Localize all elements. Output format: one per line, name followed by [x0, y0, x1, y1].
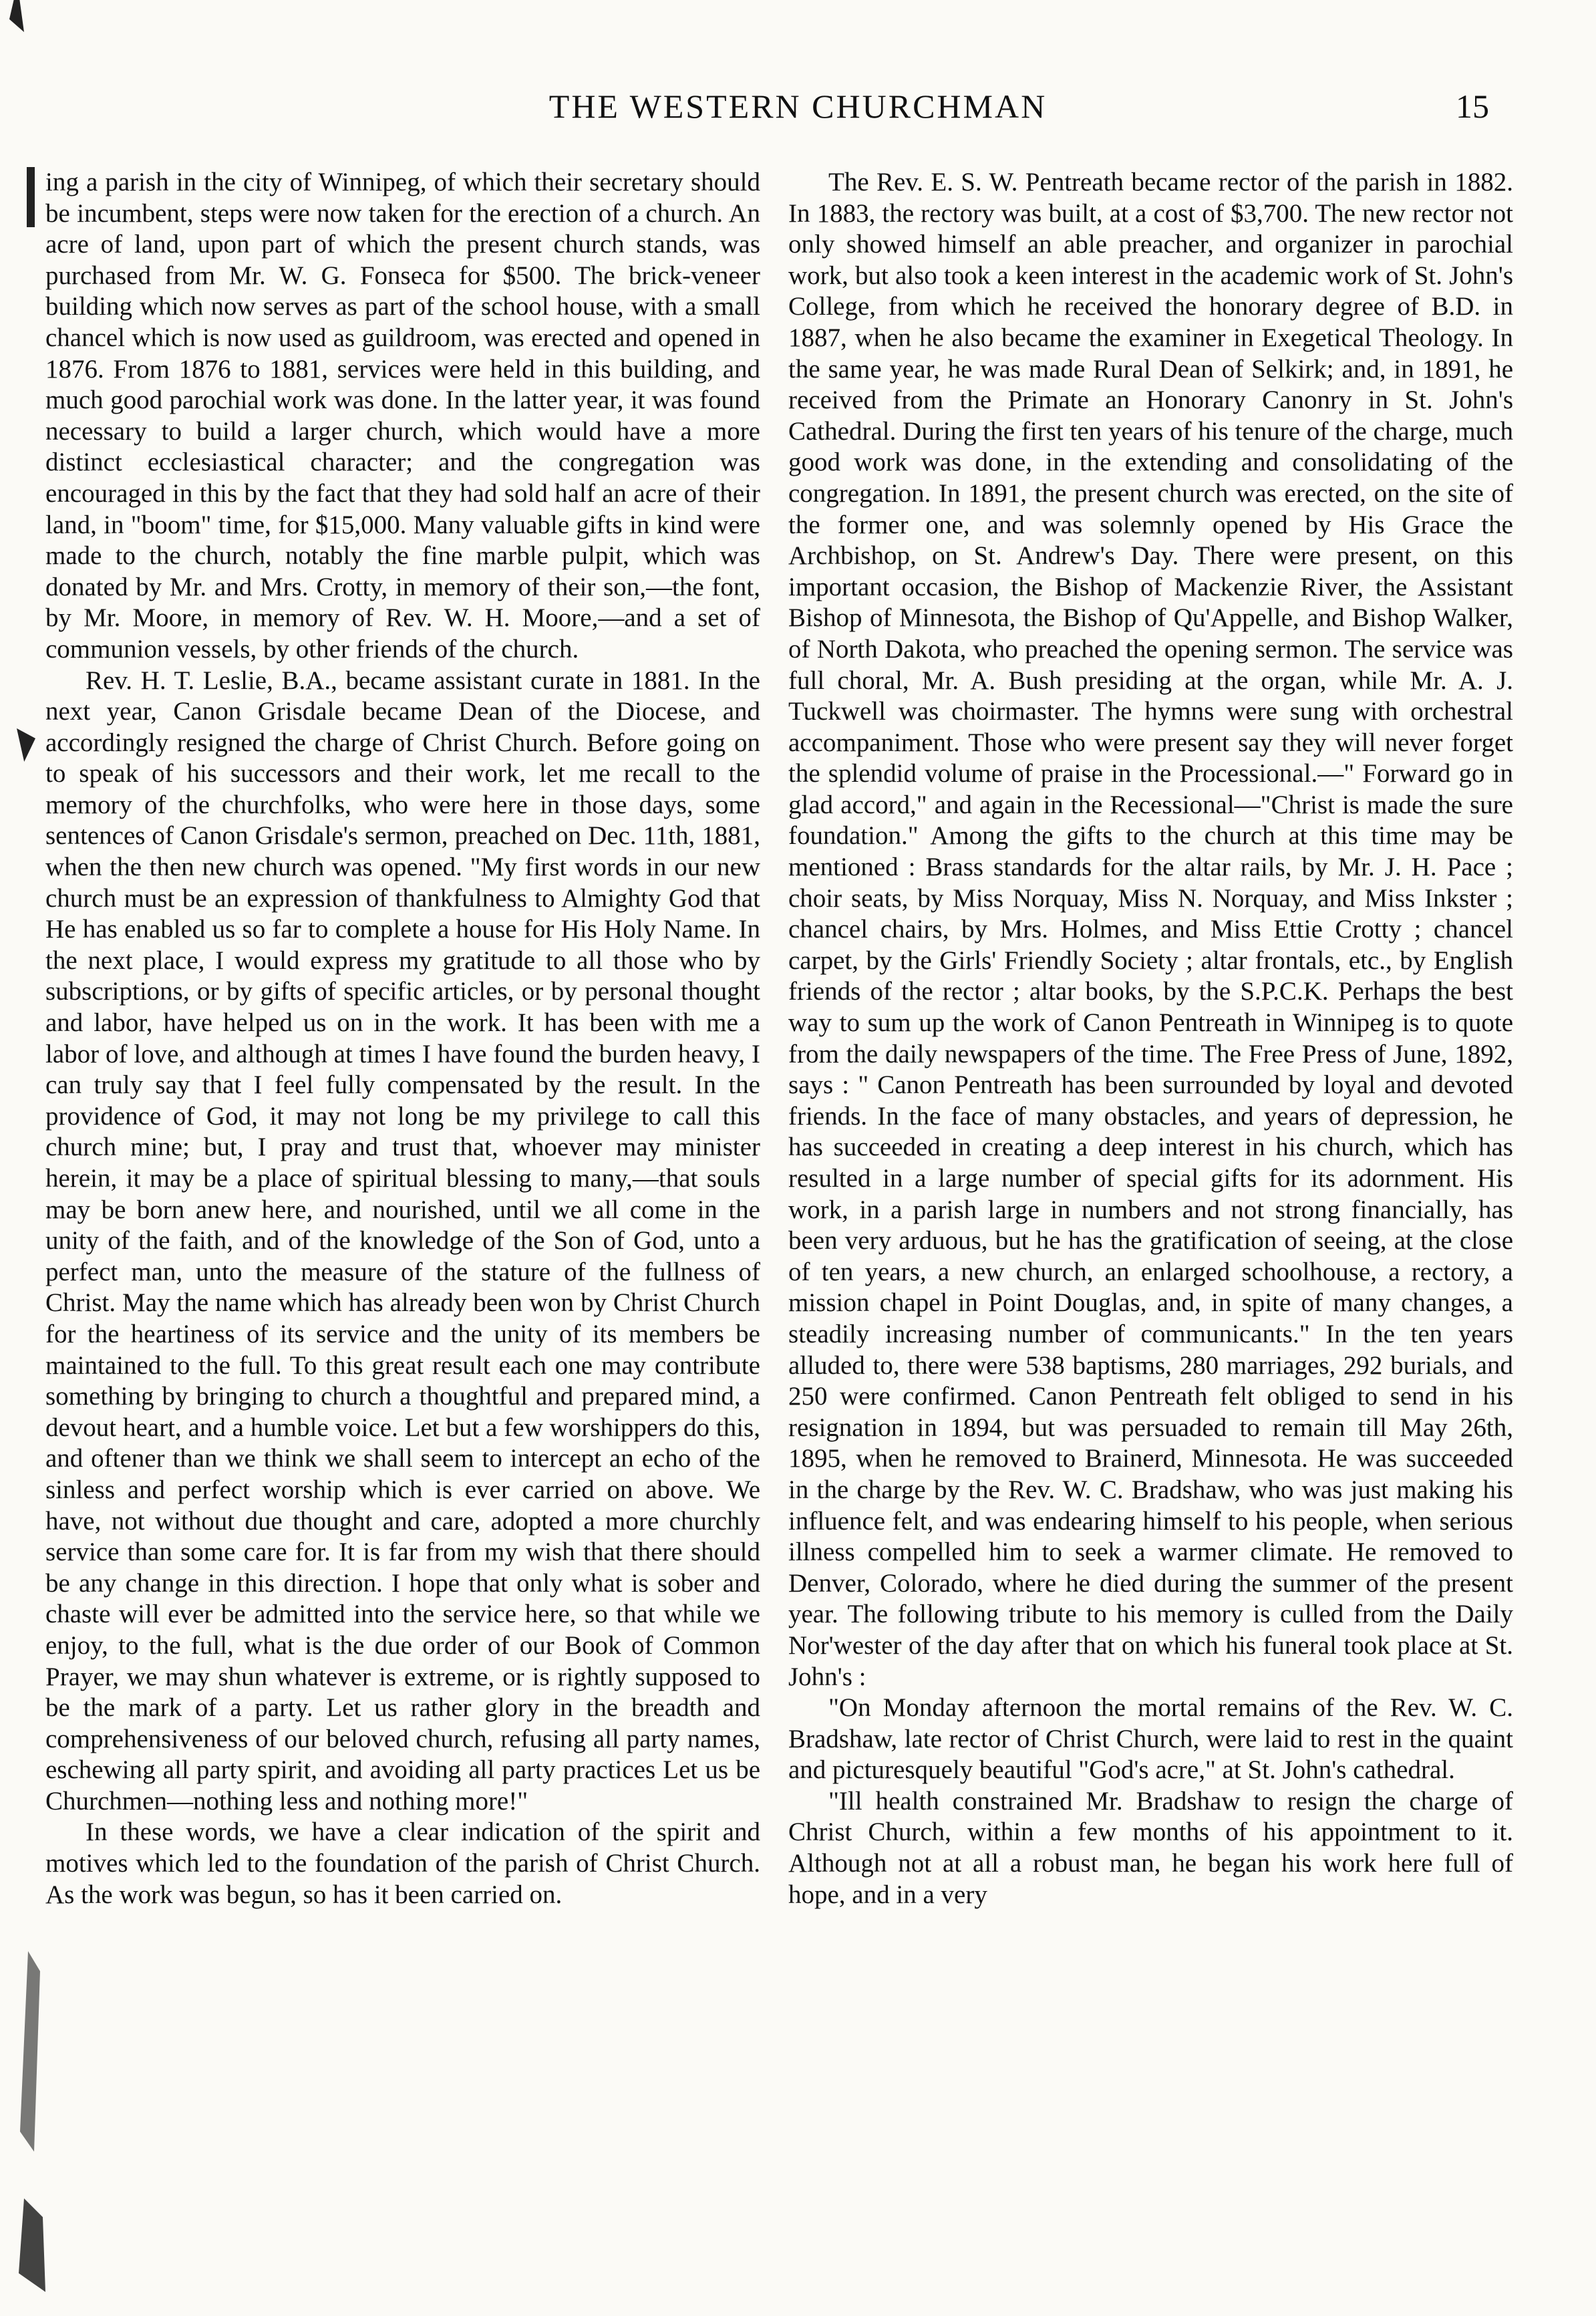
- margin-ink-mark: [19, 2198, 45, 2292]
- margin-ink-mark: [9, 0, 24, 32]
- right-column: [788, 167, 1513, 1910]
- margin-ink-mark: [20, 1951, 40, 2152]
- paragraph: ing a parish in the city of Winnipeg, of which their secretary should be incumbent, steps were now taken for the erection of a church. An acre of land, upon part of which the present church stands, was purchased from Mr. W. G. Fonseca for $500. The brick-veneer building which now serves as part of the school house, with a small chancel which is now used as guildroom, was erected and opened in 1876. From 1876 to 1881, services were held in this building, and much good parochial work was done. In the latter year, it was found necessary to build a larger church, which would have a more distinct ecclesiastical character; and the congregation was encouraged in this by the fact that they had sold half an acre of their land, in "boom" time, for $15,000. Many valuable gifts in kind were made to the church, notably the fine marble pulpit, which was donated by Mr. and Mrs. Crotty, in memory of their son,—the font, by Mr. Moore, in memory of Rev. W. H. Moore,—and a set of communion vessels, by other friends of the church.: [45, 168, 760, 664]
- paragraph: "Ill health constrained Mr. Bradshaw to resign the charge of Christ Church, within a few months of his appointment to it. Although not at all a robust man, he began his work here full of hope, and in a very: [788, 1786, 1513, 1909]
- page-number: 15: [1456, 88, 1489, 125]
- left-column: [45, 167, 760, 1910]
- paragraph: "On Monday afternoon the mortal remains of the Rev. W. C. Bradshaw, late rector of Christ Church, were laid to rest in the quaint and picturesquely beautiful "God's acre," at St. John's cathedral.: [788, 1693, 1513, 1785]
- paragraph: In these words, we have a clear indication of the spirit and motives which led to the foundation of the parish of Christ Church. As the work was begun, so has it been carried on.: [45, 1818, 760, 1909]
- margin-ink-mark: [17, 728, 35, 762]
- paragraph: The Rev. E. S. W. Pentreath became rector of the parish in 1882. In 1883, the rectory was built, at a cost of $3,700. The new rector not only showed himself an able preacher, and organizer in parochial work, but also took a keen interest in the academic work of St. John's College, from which he received the honorary degree of B.D. in 1887, when he also became the examiner in Exegetical Theology. In the same year, he was made Rural Dean of Selkirk; and, in 1891, he received from the Primate an Honorary Canonry in St. John's Cathedral. During the first ten years of his tenure of the charge, much good work was done, in the extending and consolidating of the congregation. In 1891, the present church was erected, on the site of the former one, and was solemnly opened by His Grace the Archbishop, on St. Andrew's Day. There were present, on this important occasion, the Bishop of Mackenzie River, the Assistant Bishop of Minnesota, the Bishop of Qu'Appelle, and Bishop Walker, of North Dakota, who preached the opening sermon. The service was full choral, Mr. A. Bush presiding at the organ, while Mr. A. J. Tuckwell was choirmaster. The hymns were sung with orchestral accompaniment. Those who were present say they will never forget the splendid volume of praise in the Processional.—" Forward go in glad accord," and again in the Recessional—"Christ is made the sure foundation." Among the gifts to the church at this time may be mentioned : Brass standards for the altar rails, by Mr. J. H. Pace ; choir seats, by Miss Norquay, Miss N. Norquay, and Miss Inkster ; chancel chairs, by Mrs. Holmes, and Miss Ettie Crotty ; chancel carpet, by the Girls' Friendly Society ; altar frontals, etc., by English friends of the rector ; altar books, by the S.P.C.K. Perhaps the best way to sum up the work of Canon Pentreath in Winnipeg is to quote from the daily newspapers of the time. The Free Press of June, 1892, says : " Canon Pentreath has been surrounded by loyal and devoted friends. In the face of many obstacles, and years of depression, he has succeeded in creating a deep interest in his church, which has resulted in a large number of special gifts for its adornment. His work, in a parish large in numbers and not strong financially, has been very arduous, but he has the gratification of seeing, at the close of ten years, a new church, an enlarged schoolhouse, a rectory, a mission chapel in Point Douglas, and, in spite of many changes, a steadily increasing number of communicants." In the ten years alluded to, there were 538 baptisms, 280 marriages, 292 burials, and 250 were confirmed. Canon Pentreath felt obliged to send in his resignation in 1894, but was persuaded to remain till May 26th, 1895, when he removed to Brainerd, Minnesota. He was succeeded in the charge by the Rev. W. C. Bradshaw, who was just making his influence felt, and was endearing himself to his people, when serious illness compelled him to seek a warmer climate. He removed to Denver, Colorado, where he died during the summer of the present year. The following tribute to his memory is culled from the Daily Nor'wester of the day after that on which his funeral took place at St. John's :: [788, 168, 1513, 1691]
- running-title: THE WESTERN CHURCHMAN: [548, 88, 1048, 125]
- paragraph: Rev. H. T. Leslie, B.A., became assistant curate in 1881. In the next year, Canon Grisdale became Dean of the Diocese, and accordingly resigned the charge of Christ Church. Before going on to speak of his successors and their work, let me recall to the memory of the churchfolks, who were here in those days, some sentences of Canon Grisdale's sermon, preached on Dec. 11th, 1881, when the then new church was opened. "My first words in our new church must be an expression of thankfulness to Almighty God that He has enabled us so far to complete a house for His Holy Name. In the next place, I would express my gratitude to all those who by subscriptions, or by gifts of specific articles, or by personal thought and labor, have helped us on in the work. It has been with me a labor of love, and although at times I have found the burden heavy, I can truly say that I feel fully compensated by the result. In the providence of God, it may not long be my privilege to call this church mine; but, I pray and trust that, whoever may minister herein, it may be a place of spiritual blessing to many,—that souls may be born anew here, and nourished, until we all come in the unity of the faith, and of the knowledge of the Son of God, unto a perfect man, unto the measure of the stature of the fullness of Christ. May the name which has already been won by Christ Church for the heartiness of its service and the unity of its members be maintained to the full. To this great result each one may contribute something by bringing to church a thoughtful and prepared mind, a devout heart, and a humble voice. Let but a few worshippers do this, and oftener than we think we shall seem to intercept an echo of the sinless and perfect worship which is ever carried on above. We have, not without due thought and care, adopted a more churchly service than some care for. It is far from my wish that there should be any change in this direction. I hope that only what is sober and chaste will ever be admitted into the service here, so that while we enjoy, to the full, what is the due order of our Book of Common Prayer, we may shun whatever is extreme, or is rightly supposed to be the mark of a party. Let us rather glory in the breadth and comprehensiveness of our beloved church, refusing all party names, eschewing all party spirit, and avoiding all party practices Let us be Churchmen—nothing less and nothing more!": [45, 666, 760, 1816]
- margin-ink-mark: [27, 167, 35, 227]
- page-header: [0, 87, 1596, 134]
